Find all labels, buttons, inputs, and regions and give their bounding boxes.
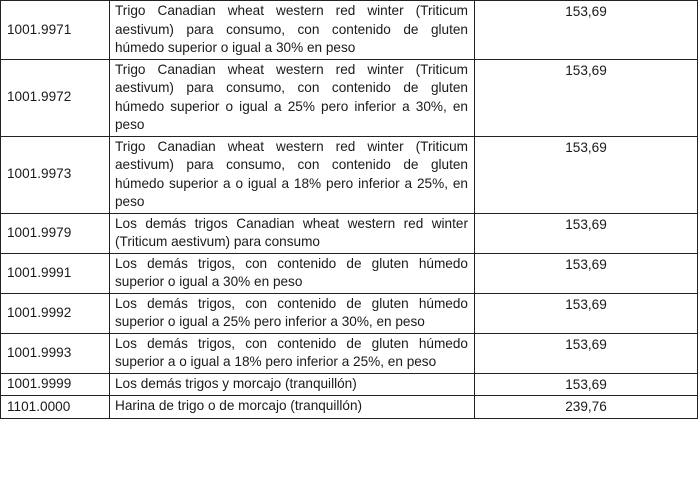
tariff-code: 1101.0000 xyxy=(1,396,110,419)
table-row xyxy=(1,136,698,213)
tariff-value: 153,69 xyxy=(475,59,698,136)
tariff-code: 1001.9971 xyxy=(1,1,110,60)
tariff-code: 1001.9972 xyxy=(1,59,110,136)
table-row xyxy=(1,396,698,419)
tariff-value: 153,69 xyxy=(475,1,698,60)
tariff-code: 1001.9991 xyxy=(1,253,110,293)
table-row xyxy=(1,373,698,396)
tariff-description: Los demás trigos Canadian wheat western red winter (Triticum aestivum) para consumo xyxy=(110,213,475,253)
tariff-code: 1001.9973 xyxy=(1,136,110,213)
tariff-description: Trigo Canadian wheat western red winter (Triticum aestivum) para consumo, con contenido de gluten húmedo superior o igual a 25% pero inferior a 30%, en peso xyxy=(110,59,475,136)
tariff-value: 239,76 xyxy=(475,396,698,419)
tariff-description: Trigo Canadian wheat western red winter (Triticum aestivum) para consumo, con contenido de gluten húmedo superior o igual a 30% en peso xyxy=(110,1,475,60)
tariff-code: 1001.9993 xyxy=(1,333,110,373)
table-row xyxy=(1,213,698,253)
tariff-description: Los demás trigos, con contenido de gluten húmedo superior a o igual a 18% pero inferior a 25%, en peso xyxy=(110,333,475,373)
tariff-description: Los demás trigos, con contenido de gluten húmedo superior o igual a 30% en peso xyxy=(110,253,475,293)
tariff-description: Los demás trigos y morcajo (tranquillón) xyxy=(110,373,475,396)
tariff-description: Trigo Canadian wheat western red winter (Triticum aestivum) para consumo, con contenido de gluten húmedo superior a o igual a 18% pero inferior a 25%, en peso xyxy=(110,136,475,213)
table-row xyxy=(1,1,698,60)
table-row xyxy=(1,253,698,293)
table-row xyxy=(1,333,698,373)
tariff-value: 153,69 xyxy=(475,136,698,213)
tariff-code: 1001.9999 xyxy=(1,373,110,396)
tariff-value: 153,69 xyxy=(475,253,698,293)
tariff-description: Los demás trigos, con contenido de gluten húmedo superior o igual a 25% pero inferior a 30%, en peso xyxy=(110,293,475,333)
tariff-code: 1001.9992 xyxy=(1,293,110,333)
tariff-value: 153,69 xyxy=(475,293,698,333)
tariff-value: 153,69 xyxy=(475,373,698,396)
table-row xyxy=(1,293,698,333)
table-row xyxy=(1,59,698,136)
tariff-description: Harina de trigo o de morcajo (tranquillón) xyxy=(110,396,475,419)
tariff-value: 153,69 xyxy=(475,333,698,373)
tariff-value: 153,69 xyxy=(475,213,698,253)
tariff-code: 1001.9979 xyxy=(1,213,110,253)
